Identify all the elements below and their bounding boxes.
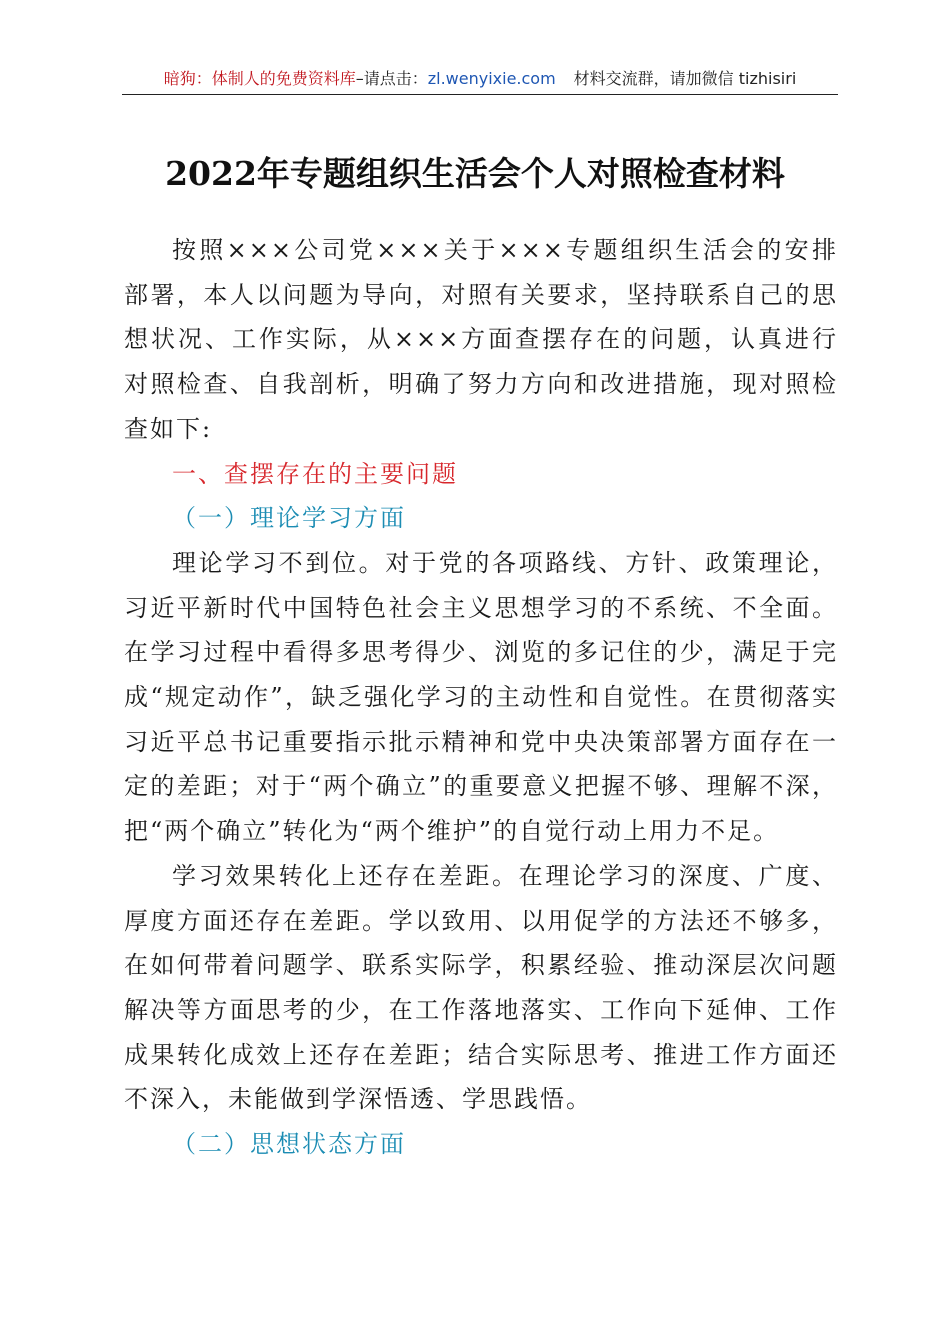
header-url-link[interactable]: zl.wenyixie.com xyxy=(427,69,556,88)
document-title: 2022年专题组织生活会个人对照检查材料 xyxy=(165,154,785,193)
subsection-heading-thinking-state: （二）思想状态方面 xyxy=(172,1130,406,1159)
intro-paragraph: 按照×××公司党×××关于×××专题组织生活会的安排部署，本人以问题为导向，对照有关要求，坚持联系自己的思想状况、工作实际，从×××方面查摆存在的问题，认真进行对照检查、自我剖析，明确了努力方向和改进措施，现对照检查如下: xyxy=(124,236,838,443)
header-wechat-note: 材料交流群，请加微信 tizhisiri xyxy=(573,69,797,88)
paragraph-theory-study-1: 理论学习不到位。对于党的各项路线、方针、政策理论，习近平新时代中国特色社会主义思想学习的不系统、不全面。在学习过程中看得多思考得少、浏览的多记住的少，满足于完成“规定动作”，缺乏强化学习的主动性和自觉性。在贯彻落实习近平总书记重要指示批示精神和党中央决策部署方面存在一定的差距；对于“两个确立”的重要意义把握不够、理解不深，把“两个确立”转化为“两个维护”的自觉行动上用力不足。 xyxy=(124,548,838,846)
section-heading-problems: 一、查摆存在的主要问题 xyxy=(172,459,458,488)
header-click-prompt: –请点击： xyxy=(355,69,428,88)
page-header xyxy=(122,66,838,95)
document-body xyxy=(124,228,838,1167)
paragraph-theory-study-2: 学习效果转化上还存在差距。在理论学习的深度、广度、厚度方面还存在差距。学以致用、以用促学的方法还不够多，在如何带着问题学、联系实际学，积累经验、推动深层次问题解决等方面思考的少，在工作落地落实、工作向下延伸、工作成果转化成效上还存在差距；结合实际思考、推进工作方面还不深入，未能做到学深悟透、学思践悟。 xyxy=(124,861,838,1114)
header-brand: 暗狗：体制人的免费资料库 xyxy=(163,69,356,88)
subsection-heading-theory-study: （一）理论学习方面 xyxy=(172,504,406,533)
